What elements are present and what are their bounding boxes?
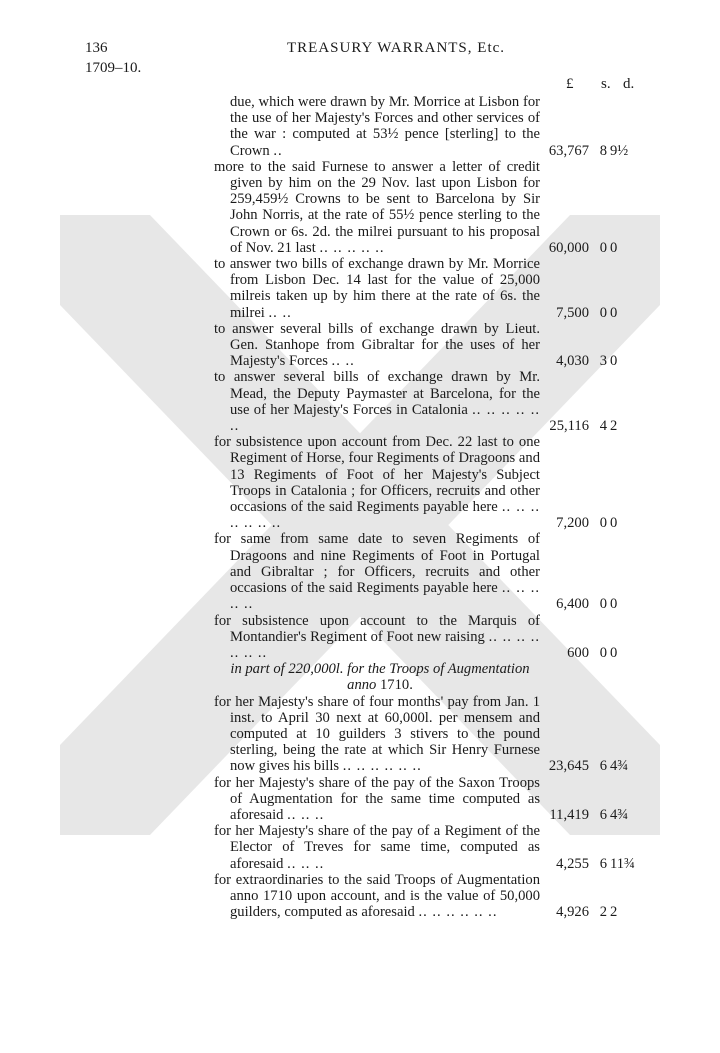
entry-pence: 11¾ [610,855,635,872]
entry-leaders: .. .. .. .. .. .. [418,904,498,921]
entry-leaders: .. .. .. .. .. [230,580,540,613]
warrant-entry [214,694,658,775]
entry-description: for her Majesty's share of four months' pay from Jan. 1 inst. to April 30 next at 60,000l. per mensem and computed at 10 guilders 3 stivers to the pound sterling, being the rate at which Sir Henry Furnese now gives his bills [214,693,540,775]
warrant-entry [214,94,658,159]
entry-pounds: 7,500 [556,304,589,321]
entry-text [214,531,540,612]
entry-description: to answer two bills of exchange drawn by Mr. Morrice from Lisbon Dec. 14 last for the value of 25,000 milreis taken up by him there at the rate of 6s. the milrei [214,256,540,321]
entry-description: for same from same date to seven Regiments of Dragoons and nine Regiments of Foot in Portugal and Gibraltar ; for Officers, recruits and other occasions of the said Regiments payable here [214,531,540,597]
entry-pence: 9½ [610,142,629,159]
entry-shillings: 8 [599,142,607,159]
warrant-entry [214,823,658,872]
section-heading [230,661,530,693]
entry-pence: 4¾ [610,806,629,823]
pence-column-heading: d. [623,76,635,92]
entry-shillings: 0 [599,515,607,532]
warrant-entry [214,256,658,321]
entry-pence: 0 [610,239,618,256]
entry-description: for subsistence upon account to the Marquis of Montandier's Regiment of Foot new raising [214,612,540,645]
entry-text [214,321,540,370]
section-heading-text: in part of 220,000l. for the Troops of Augmentation anno [230,661,530,694]
warrant-entry [214,531,658,612]
warrant-entry [214,434,658,531]
entry-shillings: 6 [599,758,607,775]
entry-pounds: 60,000 [548,239,589,256]
entry-leaders: .. .. .. .. .. [319,239,385,256]
entry-text [214,434,540,531]
entry-shillings: 0 [599,304,607,321]
warrant-entry [214,872,658,921]
entry-leaders: .. [273,142,283,159]
entry-text [214,159,540,256]
entry-pence: 0 [610,596,618,613]
entry-pounds: 6,400 [556,596,589,613]
entry-text [214,872,540,921]
entry-shillings: 6 [599,806,607,823]
entry-pence: 2 [610,418,618,435]
warrant-entry [214,321,658,370]
entry-leaders: .. .. .. [287,855,325,872]
entry-shillings: 0 [599,644,607,661]
entry-shillings: 6 [599,855,607,872]
entry-leaders: .. .. [268,304,292,321]
entry-leaders: .. .. .. .. .. .. [230,401,540,435]
entry-text [214,694,540,775]
entry-pence: 2 [610,904,618,921]
entry-pounds: 600 [567,644,589,661]
entry-pounds: 7,200 [556,515,589,532]
entry-pence: 4¾ [610,758,629,775]
running-title: TREASURY WARRANTS, Etc. [287,40,506,56]
warrant-entry [214,613,658,662]
entry-description: for subsistence upon account from Dec. 22 last to one Regiment of Horse, four Regiments of Dragoons and 13 Regiments of Foot of her Majesty's Subject Troops in Catalonia ; for Officers, recruits and other occasions of the said Regiments payable here [214,434,540,516]
warrant-entries [214,94,658,920]
entry-pounds: 4,255 [556,855,589,872]
entry-pounds: 11,419 [549,806,589,823]
entry-text [214,369,540,434]
warrant-entry [214,159,658,256]
entry-leaders: .. .. .. .. .. .. [342,758,422,775]
entry-leaders: .. .. [331,353,355,370]
entry-text [214,823,540,872]
entry-pence: 0 [610,353,618,370]
page-number: 136 [85,40,108,56]
entry-shillings: 0 [599,596,607,613]
entry-shillings: 2 [599,904,607,921]
entry-text [214,613,540,662]
pounds-column-heading: £ [566,76,574,92]
entry-description: to answer several bills of exchange drawn by Mr. Mead, the Deputy Paymaster at Barcelona, for the use of her Majesty's Forces in Catalonia [214,369,540,418]
entry-description: for her Majesty's share of the pay of the Saxon Troops of Augmentation for the same time computed as aforesaid [214,774,540,823]
entry-shillings: 4 [599,418,607,435]
entry-leaders: .. .. .. .. .. .. .. [230,628,540,661]
entry-pounds: 4,030 [556,353,589,370]
entry-pounds: 63,767 [548,142,589,159]
entry-shillings: 3 [599,353,607,370]
entry-description: for her Majesty's share of the pay of a Regiment of the Elector of Treves for same time, computed as aforesaid [214,823,540,872]
entry-pounds: 25,116 [549,418,589,435]
entry-text [214,775,540,824]
entry-pence: 0 [610,304,618,321]
warrant-entry [214,369,658,434]
entry-pounds: 4,926 [556,904,589,921]
section-heading-year: 1710. [380,677,413,694]
entry-description: to answer several bills of exchange drawn by Lieut. Gen. Stanhope from Gibraltar for the uses of her Majesty's Forces [214,320,540,370]
entry-shillings: 0 [599,239,607,256]
entry-pence: 0 [610,515,618,532]
entry-description: more to the said Furnese to answer a letter of credit given by him on the 29 Nov. last upon Lisbon for 259,459½ Crowns to be sent to Barcelona by Sir John Norris, at the rate of 55½ pence sterling to the Crown or 6s. 2d. the milrei pursuant to his proposal of Nov. 21 last [214,158,540,256]
entry-pence: 0 [610,644,618,661]
entry-pounds: 23,645 [548,758,589,775]
warrant-entry [214,775,658,824]
entry-text [214,94,540,159]
entry-description: for extraordinaries to the said Troops of Augmentation anno 1710 upon account, and is the value of 50,000 guilders, computed as aforesaid [214,871,540,921]
shillings-column-heading: s. [601,76,611,92]
entry-text [214,256,540,321]
entry-leaders: .. .. .. .. .. .. .. [230,499,540,532]
entry-description: due, which were drawn by Mr. Morrice at Lisbon for the use of her Majesty's Forces and other services of the war : computed at 53½ pence [sterling] to the Crown [230,94,540,159]
page-years: 1709–10. [85,60,142,76]
entry-leaders: .. .. .. [287,806,325,823]
